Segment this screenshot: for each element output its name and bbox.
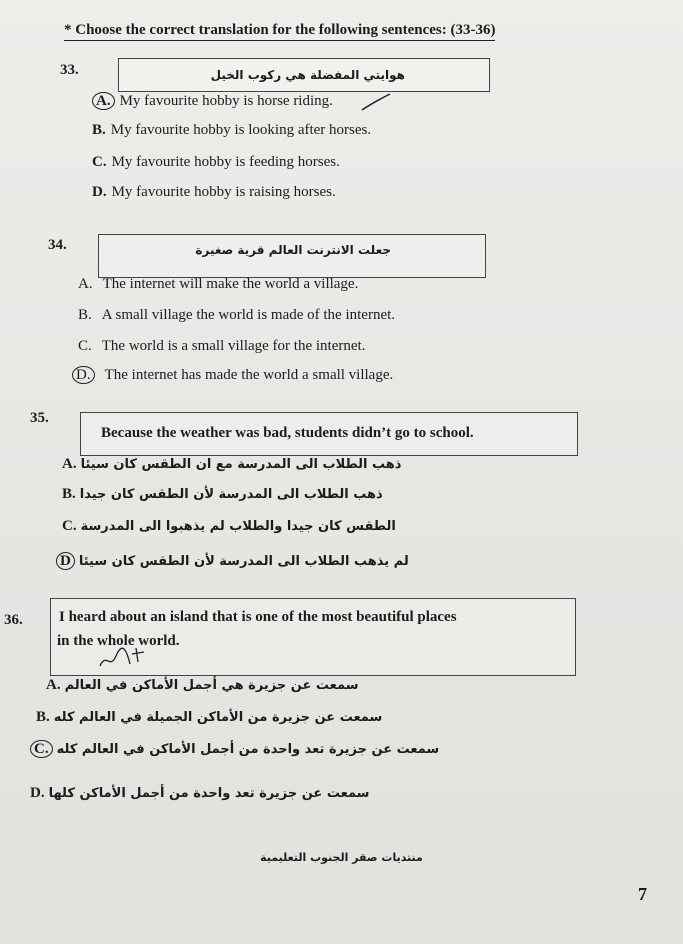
q36-option-b-text: سمعت عن جزيرة من الأماكن الجميلة في العالم كله: [53, 710, 383, 725]
q33-option-c-text: My favourite hobby is feeding horses.: [111, 154, 340, 170]
q33-option-a[interactable]: [92, 92, 333, 110]
q34-option-c-label: C.: [78, 338, 92, 354]
q34-option-d-text: The internet has made the world a small village.: [104, 367, 394, 383]
q34-option-d[interactable]: [72, 366, 393, 384]
forum-watermark: منتديات صقر الجنوب التعليمية: [260, 851, 423, 864]
q35-option-d[interactable]: [56, 552, 409, 570]
q36-option-a-label: A.: [46, 677, 61, 693]
q33-option-c[interactable]: [92, 154, 340, 171]
section-instruction: * Choose the correct translation for the following sentences: (33-36): [64, 22, 495, 41]
q34-option-a-label: A.: [78, 276, 93, 292]
q33-option-b[interactable]: [92, 122, 371, 139]
question-36-number: 36.: [4, 612, 23, 628]
q35-option-a[interactable]: [62, 456, 401, 473]
q34-option-c[interactable]: [78, 338, 365, 355]
q36-option-d-label: D.: [30, 785, 45, 801]
page-number: 7: [638, 884, 647, 904]
q33-option-a-text: My favourite hobby is horse riding.: [119, 93, 333, 109]
q36-option-a[interactable]: [46, 677, 358, 694]
q36-option-b[interactable]: [36, 709, 382, 726]
q33-option-c-label: C.: [92, 154, 107, 170]
q33-option-b-text: My favourite hobby is looking after horses.: [110, 122, 372, 138]
q34-option-b-label: B.: [78, 307, 92, 323]
q35-option-c[interactable]: [62, 518, 396, 535]
question-34-prompt: جعلت الانترنت العالم قرية صغيرة: [195, 243, 391, 257]
q34-option-a[interactable]: [78, 276, 358, 293]
question-34-prompt-box: [98, 234, 486, 278]
question-33-number: 33.: [60, 62, 79, 78]
question-35-prompt: Because the weather was bad, students didn’t go to school.: [101, 425, 474, 441]
q35-option-d-label: D: [56, 552, 75, 570]
q34-option-c-text: The world is a small village for the internet.: [101, 338, 366, 354]
q33-option-d-label: D.: [92, 184, 107, 200]
question-33-prompt-box: [118, 58, 490, 92]
q34-option-d-label: D.: [72, 366, 95, 384]
question-33-prompt: هوايتي المفضلة هي ركوب الخيل: [210, 68, 405, 82]
q34-option-b-text: A small village the world is made of the internet.: [101, 307, 396, 323]
pen-tick-mark: [360, 92, 394, 114]
q33-option-d[interactable]: [92, 184, 336, 201]
question-34-number: 34.: [48, 237, 67, 253]
q35-option-c-text: الطقس كان جيدا والطلاب لم يذهبوا الى المدرسة: [80, 519, 396, 534]
q36-option-a-text: سمعت عن جزيرة هي أجمل الأماكن في العالم: [64, 678, 359, 693]
q34-option-b[interactable]: [78, 307, 395, 324]
q36-option-c-label: C.: [30, 740, 53, 758]
question-35-number: 35.: [30, 410, 49, 426]
q35-option-a-text: ذهب الطلاب الى المدرسة مع ان الطقس كان سيئا: [80, 457, 402, 472]
q36-option-b-label: B.: [36, 709, 50, 725]
q36-option-c-text: سمعت عن جزيرة تعد واحدة من أجمل الأماكن في العالم كله: [56, 741, 440, 757]
q35-option-c-label: C.: [62, 518, 77, 534]
q35-option-a-label: A.: [62, 456, 77, 472]
q33-option-a-label: A.: [92, 92, 115, 110]
q36-option-d[interactable]: [30, 785, 369, 802]
q33-option-b-label: B.: [92, 122, 106, 138]
q34-option-a-text: The internet will make the world a village.: [102, 276, 359, 292]
question-35-prompt-box: [80, 412, 578, 456]
q35-option-b-text: ذهب الطلاب الى المدرسة لأن الطقس كان جيدا: [79, 487, 383, 502]
q36-option-d-text: سمعت عن جزيرة تعد واحدة من أجمل الأماكن كلها: [48, 786, 370, 801]
q35-option-d-text: لم يذهب الطلاب الى المدرسة لأن الطقس كان سيئا: [78, 553, 409, 569]
q35-option-b-label: B.: [62, 486, 76, 502]
handwritten-scribble: [96, 644, 152, 674]
q35-option-b[interactable]: [62, 486, 383, 503]
q33-option-d-text: My favourite hobby is raising horses.: [111, 184, 336, 200]
question-36-prompt-line2: in the whole world.: [57, 633, 180, 649]
q36-option-c[interactable]: [30, 740, 439, 758]
question-36-prompt-line1: I heard about an island that is one of the most beautiful places: [59, 609, 457, 625]
